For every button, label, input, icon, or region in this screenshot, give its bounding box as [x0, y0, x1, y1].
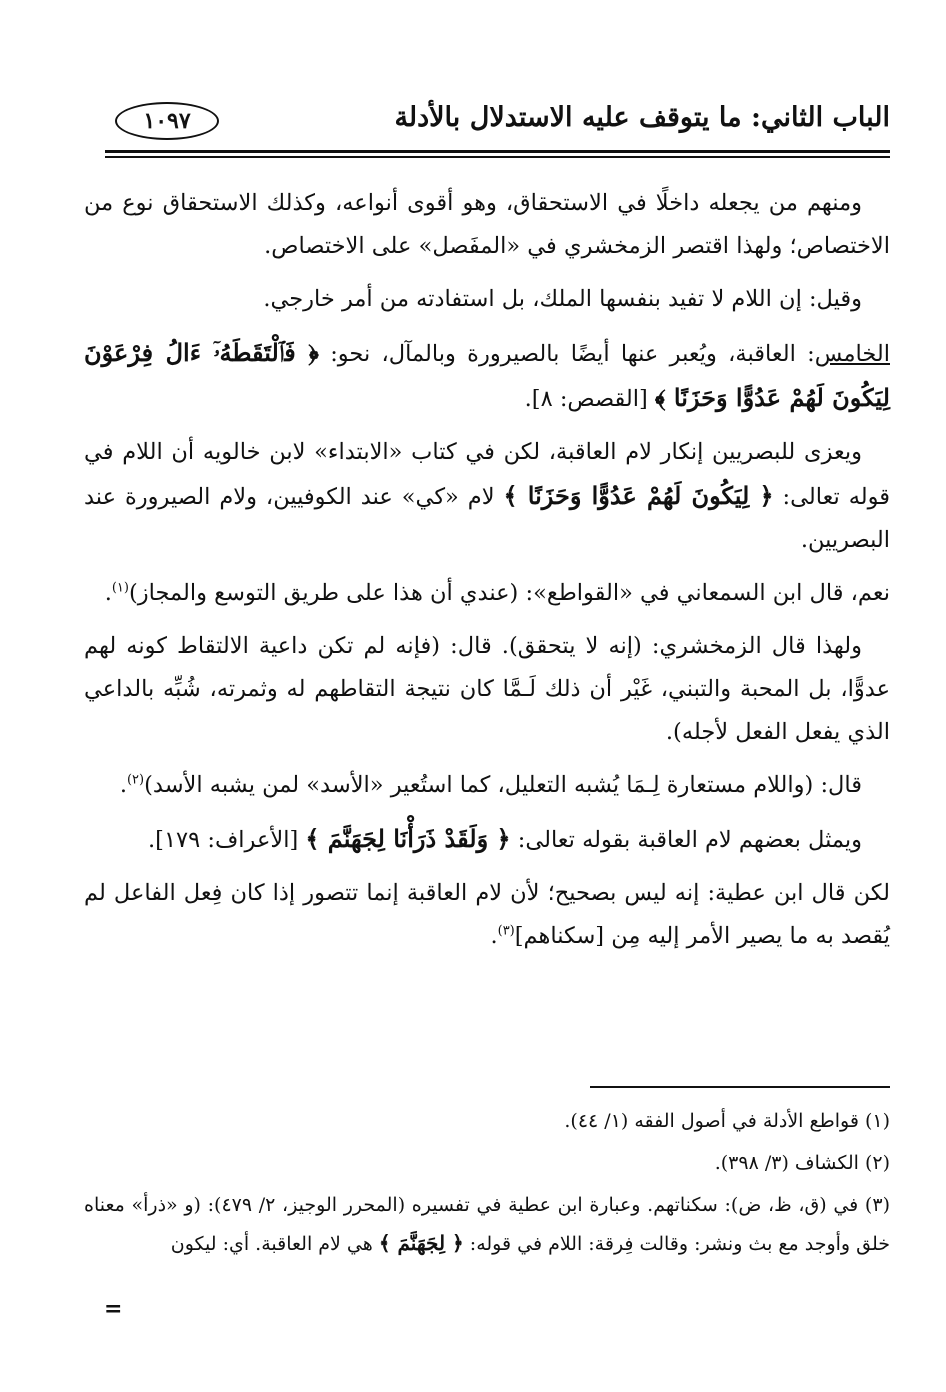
paragraph	[84, 331, 890, 421]
paragraph	[84, 431, 890, 562]
paragraph: ومنهم من يجعله داخلًا في الاستحقاق، وهو أقوى أنواعه، وكذلك الاستحقاق نوع من الاختصاص؛ ولهذا اقتصر الزمخشري في «المفَصل» على الاختصاص.	[84, 190, 890, 259]
paragraph: نعم، قال ابن السمعاني في «القواطع»: (عندي أن هذا على طريق التوسع والمجاز)$^{(١)}$.	[104, 580, 890, 606]
paragraph-text: لام «كي» عند الكوفيين، ولام الصيرورة عند البصريين.	[84, 484, 890, 553]
footnote-ref: (٣)	[497, 923, 515, 939]
paragraph: وقيل: إن اللام لا تفيد بنفسها الملك، بل استفادته من أمر خارجي.	[263, 286, 862, 312]
footnote: (٢) الكشاف (٣/ ٣٩٨).	[714, 1152, 890, 1174]
paragraph-text: : العاقبة، ويُعبر عنها أيضًا بالصيرورة وبالمآل، نحو:	[318, 341, 815, 367]
chapter-title: الباب الثاني: ما يتوقف عليه الاستدلال بالأدلة	[394, 102, 890, 133]
verse-reference: [القصص: ٨].	[524, 386, 655, 412]
verse-reference: [الأعراف: ١٧٩].	[148, 827, 306, 853]
paragraph-text: لكن قال ابن عطية: إنه ليس بصحيح؛ لأن لام العاقبة إنما تتصور إذا كان فِعل الفاعل لم يُقصد به ما يصير الأمر إليه مِن [سكناهم]	[84, 880, 890, 949]
paragraph	[84, 817, 890, 862]
header-rule-thin	[105, 156, 890, 158]
footnote-ref: (١)	[111, 580, 129, 596]
paragraph: لكن قال ابن عطية: إنه ليس بصحيح؛ لأن لام العاقبة إنما تتصور إذا كان فِعل الفاعل لم يُقصد به ما يصير الأمر إليه مِن [سكناهم]$^{(٣)}$.	[84, 880, 890, 949]
paragraph-text: ويمثل بعضهم لام العاقبة بقوله تعالى:	[510, 827, 862, 853]
footnote-separator	[590, 1086, 890, 1088]
footnotes	[84, 1100, 890, 1267]
footnote: (٣) في (ق، ظ، ض): سكناتهم. وعبارة ابن عطية في تفسيره (المحرر الوجيز، ٢/ ٤٧٩): (و «ذرأ» معناه خلق وأوجد مع بث ونشر: وقالت فِرقة: اللام في قوله: ﴿ لِجَهَنَّمَ ﴾ هي لام العاقبة. أي: ليكون	[84, 1194, 890, 1255]
section-label: الخامس	[814, 341, 890, 367]
quran-verse: ﴿ وَلَقَدْ ذَرَأْنَا لِجَهَنَّمَ ﴾	[305, 824, 511, 853]
main-text	[84, 182, 890, 968]
quran-verse: ﴿ فَٱلْتَقَطَهُۥٓ ءَالُ فِرْعَوْنَ لِيَكُونَ لَهُمْ عَدُوًّا وَحَزَنًا ﴾	[84, 338, 890, 412]
quran-verse: ﴿ لِجَهَنَّمَ ﴾	[378, 1231, 464, 1255]
paragraph-text: ويعزى للبصريين إنكار لام العاقبة، لكن في كتاب «الابتداء» لابن خالويه أن اللام في قوله تعالى:	[84, 439, 890, 510]
page-number-badge: ١٠٩٧	[115, 102, 219, 140]
page-header	[105, 92, 890, 148]
header-rule	[105, 150, 890, 153]
quran-verse: ﴿ لِيَكُونَ لَهُمْ عَدُوًّا وَحَزَنًا ﴾	[503, 481, 774, 510]
paragraph: قال: (واللام مستعارة لِـمَا يُشبه التعليل، كما استُعير «الأسد» لمن يشبه الأسد)$^{(٢)}$.	[119, 772, 862, 798]
continuation-mark: =	[104, 1296, 123, 1322]
footnote-ref: (٢)	[126, 772, 145, 788]
paragraph-text: نعم، قال ابن السمعاني في «القواطع»: (عندي أن هذا على طريق التوسع والمجاز)	[128, 580, 890, 606]
paragraph-text: قال: (واللام مستعارة لِـمَا يُشبه التعليل، كما استُعير «الأسد» لمن يشبه الأسد)	[144, 772, 862, 798]
paragraph: ولهذا قال الزمخشري: (إنه لا يتحقق). قال: (فإنه لم تكن داعية الالتقاط كونه لهم عدوًّا، بل المحبة والتبني، غَيْر أن ذلك لَـمَّا كان نتيجة التقاطهم له وثمرته، شُبِّه بالداعي الذي يفعل الفعل لأجله).	[84, 633, 890, 745]
footnote: (١) قواطع الأدلة في أصول الفقه (١/ ٤٤).	[564, 1110, 890, 1132]
